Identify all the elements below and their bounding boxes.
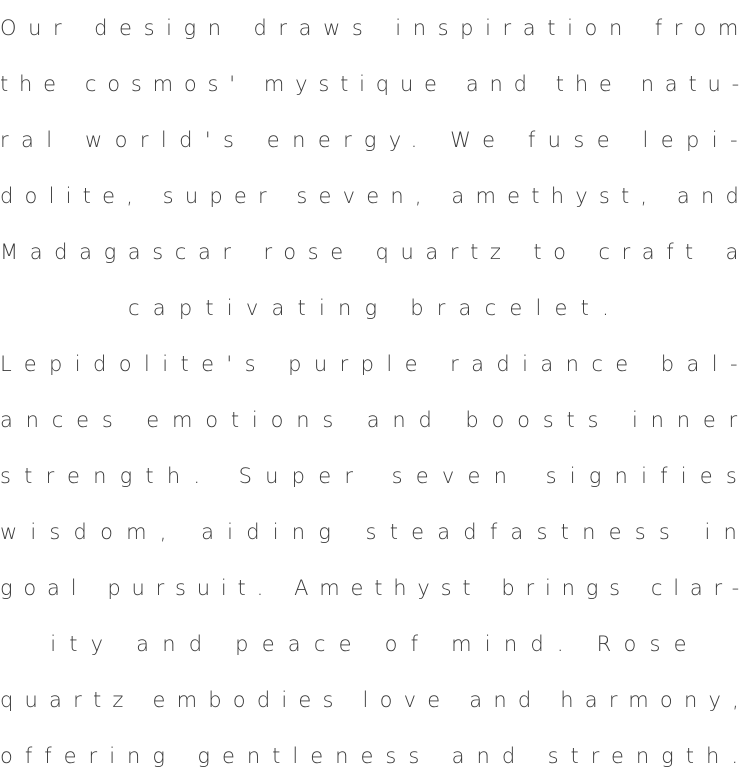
text-line: ity and peace of mind. Rose [50,632,700,656]
paragraph-inspiration [0,0,750,336]
text-line: quartz embodies love and harmony, [0,688,750,712]
text-line: Madagascar rose quartz to craft a [0,240,750,264]
text-line: the cosmos' mystique and the natu- [0,72,750,96]
text-line: ral world's energy. We fuse lepi- [0,128,750,152]
text-line: Our design draws inspiration from [0,16,750,40]
paragraph-crystals [0,336,750,784]
text-line: strength. Super seven signifies [0,464,750,488]
text-line: dolite, super seven, amethyst, and [0,184,750,208]
text-line: goal pursuit. Amethyst brings clar- [0,576,750,600]
text-line: captivating bracelet. [128,296,622,320]
text-line: ances emotions and boosts inner [0,408,750,432]
text-line: wisdom, aiding steadfastness in [0,520,750,544]
text-line: offering gentleness and strength. [0,744,750,768]
text-line: Lepidolite's purple radiance bal- [0,352,750,376]
